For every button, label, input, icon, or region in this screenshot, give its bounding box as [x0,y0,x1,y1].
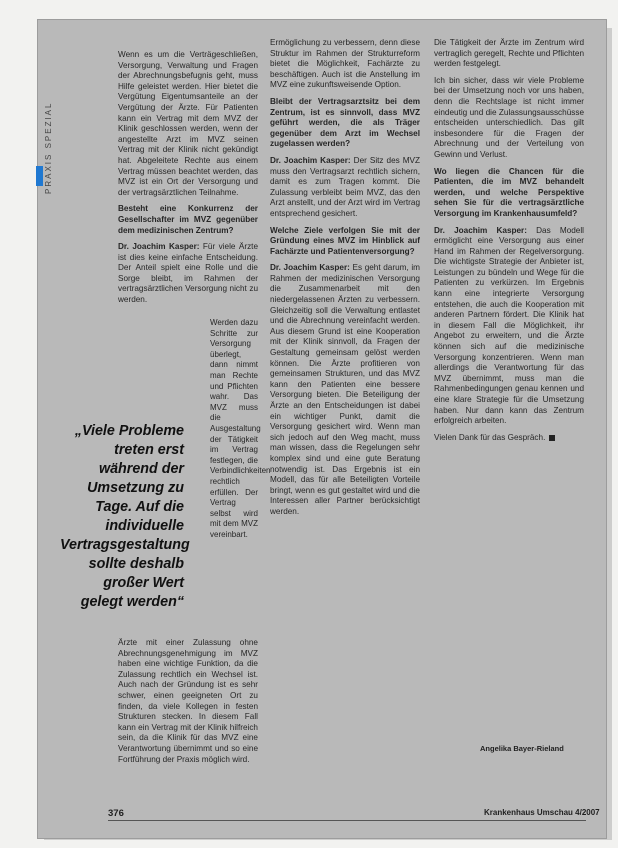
column-1-bottom [118,638,258,771]
speaker-name: Dr. Joachim Kasper: [434,225,537,235]
section-label: PRAXIS SPEZIAL [44,101,53,194]
interview-question: Welche Ziele verfolgen Sie mit der Gründung eines MVZ im Hinblick auf Fachärzte und Patientenversorgung? [270,225,420,256]
column-3 [434,38,584,449]
column-1-wrap: Werden dazu Schritte zur Versorgung überlegt, dann nimmt man Rechte und Pflichten wahr. Das MVZ muss die Ausgestaltung der Tätigkeit im Vertrag festlegen, die Verbindlichkeiten rechtlich erfüllen. Der Vertrag selbst wird mit dem MVZ vereinbart. [210,318,271,539]
publication-footer: Krankenhaus Umschau 4/2007 [484,808,600,817]
column-2 [270,38,420,524]
paragraph: Dr. Joachim Kasper: Es geht darum, im Rahmen der medizinischen Versorgung die Zusammenarbeit mit den niedergelassenen Ärzten zu verbessern. Gleichzeitig soll die Verwaltung entlastet und die Abrechnung vereinfacht werden. Aus diesem Grund ist eine Kooperation mit der Klinik sinnvoll, da Fragen der Gestaltung gemeinsam gelöst werden können. Die Ärzte profitieren von gemeinsamen Strukturen, und das MVZ kann den Patienten eine bessere Versorgung bieten. Die Beteiligung der Ärzte an den Entscheidungen ist dabei ein wichtiger Punkt, damit die Versorgung gesichert wird. Wenn man sich jedoch auf den Weg macht, muss man wissen, dass die Regelungen sehr komplex sind und eine gute Beratung notwendig ist. Das Ergebnis ist ein Modell, das für alle Beteiligten Vorteile bringt, wenn es gut gestaltet wird und die Interessen aller Partner berücksichtigt werden. [270,263,421,516]
page-number: 376 [108,808,124,819]
paragraph: Dr. Joachim Kasper: Der Sitz des MVZ muss den Vertragsarzt rechtlich sichern, damit es zum Tragen kommt. Die Zulassung verbleibt beim MVZ, das den Arzt anstellt, und der Arzt wird im Vertrag entsprechend gesichert. [270,155,421,218]
paragraph: Dr. Joachim Kasper: Für viele Ärzte ist dies keine einfache Entscheidung. Der Anteil spielt eine Rolle und die Sorge bleibt, im Rahmen der vertragsärztlichen Versorgung nicht zu werden. [118,242,259,305]
interview-question: Besteht eine Konkurrenz der Gesellschafter im MVZ gegenüber dem medizinischen Zentrum? [118,204,258,235]
speaker-name: Dr. Joachim Kasper: [270,263,353,273]
paragraph: Die Tätigkeit der Ärzte im Zentrum wird vertraglich geregelt, Rechte und Pflichten werden festgelegt. [434,38,584,69]
footer-divider [108,820,586,821]
paragraph: Ermöglichung zu verbessern, denn diese Struktur im Rahmen der Strukturreform bietet die Möglichkeit, Fachärzte zu beschäftigen. Auch ist die Anstellung im MVZ eine zukunftsweisende Option. [270,38,420,90]
paragraph: Dr. Joachim Kasper: Das Modell ermöglicht eine Versorgung aus einer Hand im Rahmen der Regelversorgung. Die wichtigste Strategie der Anbieter ist, Leistungen zu bündeln und Wege für die Patienten zu verkürzen. Im Ergebnis kann eine integrierte Versorgung entstehen, die auch die Kooperation mit anderen Partnern fördert. Die Klinik hat in diesem Fall die Möglichkeit, ihr Angebot zu erweitern, und die Ärzte können sich auf die medizinische Versorgung konzentrieren. Wenn man allerdings die Verantwortung für das MVZ übernimmt, muss man die Rahmenbedingungen genau kennen und eine klare Strategie für die Umsetzung haben. Nur dann kann das Zentrum erfolgreich arbeiten. [434,225,584,426]
paragraph: Vielen Dank für das Gespräch. [434,433,584,444]
author-name: Angelika Bayer-Rieland [480,744,564,753]
pull-quote: „Viele Probleme treten erst während der Umsetzung zu Tage. Auf die individuelle Vertragsgestaltung sollte deshalb großer Wert gelegt werden“ [60,423,190,610]
accent-bar [36,166,43,186]
paragraph: Wenn es um die Verträgeschließen, Versorgung, Verwaltung und Fragen der Abrechnungsbefugnis geht, muss Hilfe geleistet werden. Hier bietet die Vergütung Eigentumsanteile an der Vergütung der Ärzte. Für Patienten kann ein Vertrag mit dem MVZ der Klinik geschlossen werden, wenn der angestellte Arzt im MVZ seinen Vertrag mit der Klinik nicht gekündigt hat. Abgeleitete Rechte aus einem Vertrag müssen beachtet werden, das MVZ ist ein Ort der Versorgung und der vertragsärztlichen Teilnahme. [118,50,258,197]
paragraph: Ich bin sicher, dass wir viele Probleme bei der Umsetzung noch vor uns haben, denn die Rechtslage ist nicht immer eindeutig und die Zulassungsausschüsse entscheiden unterschiedlich. Das gilt insbesondere für die Fragen der Abrechnung und der Verteilung von Gewinn und Verlust. [434,75,584,159]
interview-question: Wo liegen die Chancen für die Patienten, die im MVZ behandelt werden, und welche Perspektive sehen Sie für die vertragsärztliche Versorgung im Krankenhausumfeld? [434,166,584,218]
interview-question: Bleibt der Vertragsarztsitz bei dem Zentrum, ist es sinnvoll, dass MVZ geführt werden, die als Träger gegenüber dem Arzt im Wechsel zugelassen werden? [270,96,420,149]
speaker-name: Dr. Joachim Kasper: [270,155,354,165]
column-1 [118,50,258,312]
speaker-name: Dr. Joachim Kasper: [118,242,203,252]
end-of-article-mark [549,435,555,441]
paragraph: Ärzte mit einer Zulassung ohne Abrechnungsgenehmigung im MVZ haben eine wichtige Funktion, da die Zulassung rechtlich ein Wechsel ist. Auch nach der Gründung ist es sehr schwer, einen geeigneten Ort zu finden, da viele Kollegen in festen Strukturen stecken. In diesem Fall kann ein Vertrag mit der Klinik hilfreich sein, da die Klinik für das MVZ eine Verantwortung übernimmt und so eine Fortführung der Praxis möglich wird. [118,638,258,764]
